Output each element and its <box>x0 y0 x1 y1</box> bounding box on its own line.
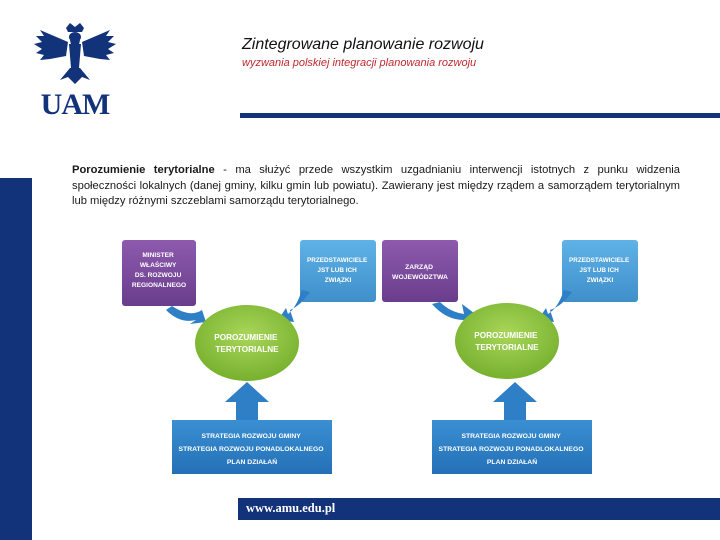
definition-paragraph <box>72 163 680 210</box>
voivodeship-board-label-line: WOJEWÓDZTWA <box>392 274 448 281</box>
voivodeship-board-box <box>382 240 458 302</box>
strategy-label-line: STRATEGIA ROZWOJU PONADLOKALNEGO <box>178 446 324 453</box>
agreement-label-line: TERYTORIALNE <box>215 345 279 354</box>
agreement-ellipse-left <box>195 305 299 381</box>
representatives-label-line: ZWIĄZKI <box>324 277 352 284</box>
agreement-label-line: POROZUMIENIE <box>214 333 278 342</box>
minister-label-line: DS. ROZWOJU <box>134 272 182 279</box>
arrow-strategy-to-agreement-right <box>493 382 537 420</box>
definition-text: - ma służyć przede wszystkim uzgadnianiu interwencji istotnych z punku widzenia społeczności lokalnych (danej gminy, kilku gmin lub powiatu). Zawierany jest między rządem a samorządem terytorialnym lub między różnymi szczeblami samorządu terytorialnego. <box>72 164 680 207</box>
minister-label-line: MINISTER <box>142 252 174 259</box>
minister-label-line: WŁAŚCIWY <box>139 262 177 269</box>
definition-term: Porozumienie terytorialne <box>72 164 215 176</box>
representatives-label-line: JST LUB ICH <box>579 267 619 274</box>
representatives-label-line: JST LUB ICH <box>317 267 357 274</box>
strategy-label-line: STRATEGIA ROZWOJU GMINY <box>201 433 301 440</box>
agreement-ellipse-right <box>455 303 559 379</box>
header-divider <box>240 113 720 118</box>
eagle-icon <box>34 23 116 84</box>
arrow-strategy-to-agreement-left <box>225 382 269 420</box>
uam-logo <box>30 22 120 122</box>
left-agreement-group <box>122 240 376 474</box>
side-accent-bar <box>0 178 32 540</box>
strategy-label-line: PLAN DZIAŁAŃ <box>486 459 538 466</box>
page-subtitle: wyzwania polskiej integracji planowania rozwoju <box>242 57 477 69</box>
strategy-label-line: STRATEGIA ROZWOJU GMINY <box>461 433 561 440</box>
agreement-label-line: POROZUMIENIE <box>474 331 538 340</box>
page-title: Zintegrowane planowanie rozwoju <box>242 36 484 53</box>
strategy-label-line: PLAN DZIAŁAŃ <box>226 459 278 466</box>
arrow-minister-to-agreement <box>166 306 206 324</box>
territorial-agreement-diagram <box>110 232 650 482</box>
footer-url-link[interactable]: www.amu.edu.pl <box>246 501 336 515</box>
right-agreement-group <box>382 240 638 474</box>
representatives-label-line: ZWIĄZKI <box>586 277 614 284</box>
agreement-label-line: TERYTORIALNE <box>475 343 539 352</box>
logo-wordmark: UAM <box>40 88 110 121</box>
minister-label-line: REGIONALNEGO <box>131 282 187 289</box>
strategy-label-line: STRATEGIA ROZWOJU PONADLOKALNEGO <box>438 446 584 453</box>
voivodeship-board-label-line: ZARZĄD <box>405 264 434 271</box>
representatives-label-line: PRZEDSTAWICIELE <box>306 257 368 264</box>
representatives-label-line: PRZEDSTAWICIELE <box>568 257 630 264</box>
